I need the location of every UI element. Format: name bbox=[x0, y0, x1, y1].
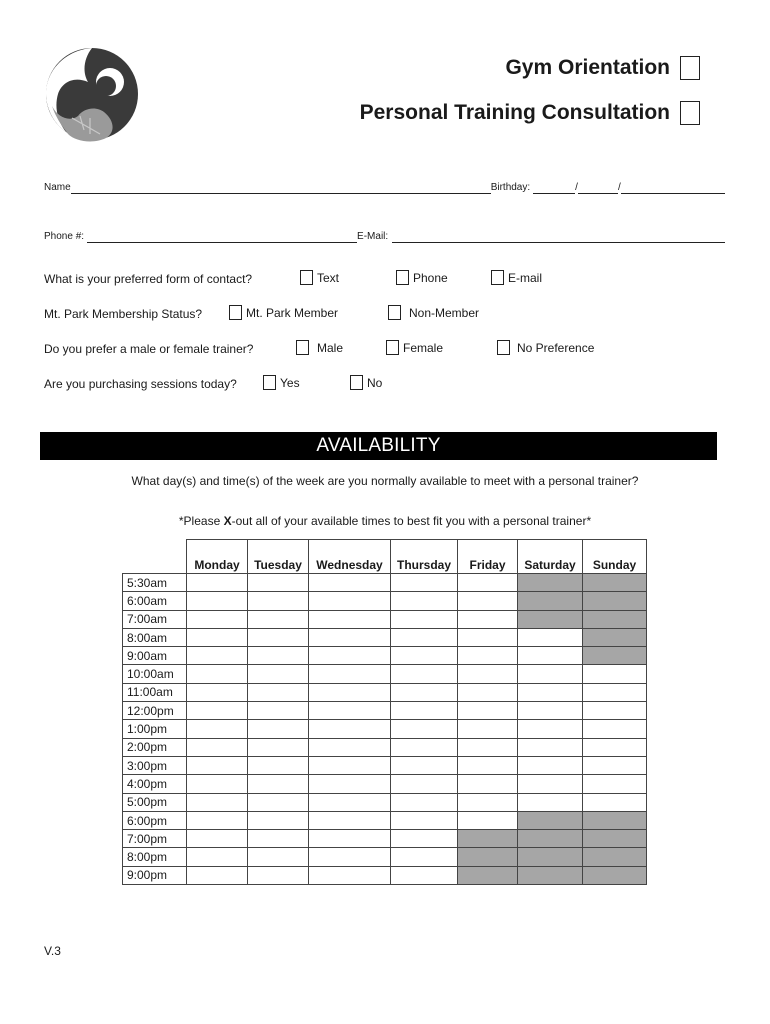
email-label: E-Mail: bbox=[357, 231, 389, 242]
availability-slot[interactable] bbox=[518, 738, 583, 756]
availability-slot[interactable] bbox=[391, 647, 458, 665]
availability-slot[interactable] bbox=[187, 592, 248, 610]
availability-slot[interactable] bbox=[187, 866, 248, 884]
time-label: 3:00pm bbox=[123, 756, 187, 774]
email-field[interactable] bbox=[392, 231, 725, 243]
availability-slot[interactable] bbox=[518, 793, 583, 811]
availability-slot[interactable] bbox=[391, 574, 458, 592]
availability-slot[interactable] bbox=[518, 702, 583, 720]
availability-slot[interactable] bbox=[309, 793, 391, 811]
availability-slot[interactable] bbox=[391, 610, 458, 628]
phone-label: Phone #: bbox=[44, 231, 85, 242]
day-header: Sunday bbox=[583, 540, 647, 574]
female-option[interactable] bbox=[386, 340, 443, 355]
logo bbox=[44, 46, 140, 144]
availability-instruction bbox=[0, 514, 770, 528]
unavailable-slot bbox=[583, 610, 647, 628]
unavailable-slot bbox=[583, 647, 647, 665]
availability-slot[interactable] bbox=[309, 848, 391, 866]
availability-slot[interactable] bbox=[309, 610, 391, 628]
availability-slot[interactable] bbox=[248, 628, 309, 646]
instruction-text: *Please bbox=[178, 514, 224, 528]
availability-slot[interactable] bbox=[187, 793, 248, 811]
member-option[interactable] bbox=[229, 305, 338, 320]
instruction-text: -out all of your available times to best fit you with a personal trainer* bbox=[231, 514, 592, 528]
availability-slot[interactable] bbox=[518, 647, 583, 665]
availability-slot[interactable] bbox=[583, 665, 647, 683]
personal-training-checkbox[interactable] bbox=[680, 101, 700, 125]
checkbox[interactable] bbox=[396, 270, 409, 285]
availability-slot[interactable] bbox=[391, 848, 458, 866]
name-field[interactable] bbox=[71, 182, 491, 194]
availability-slot[interactable] bbox=[458, 702, 518, 720]
time-row bbox=[123, 628, 647, 646]
day-header: Thursday bbox=[391, 540, 458, 574]
birthday-day-field[interactable] bbox=[578, 182, 618, 194]
question-text: Are you purchasing sessions today? bbox=[44, 377, 237, 391]
availability-question: What day(s) and time(s) of the week are you normally available to meet with a personal trainer? bbox=[131, 474, 639, 488]
non-member-option[interactable] bbox=[388, 305, 479, 320]
schedule-header-row bbox=[123, 540, 647, 574]
availability-slot[interactable] bbox=[309, 738, 391, 756]
time-row bbox=[123, 775, 647, 793]
option-label: Mt. Park Member bbox=[246, 305, 339, 320]
checkbox[interactable] bbox=[300, 270, 313, 285]
availability-slot[interactable] bbox=[309, 647, 391, 665]
unavailable-slot bbox=[458, 866, 518, 884]
option-label: Phone bbox=[413, 270, 448, 285]
time-label: 12:00pm bbox=[123, 702, 187, 720]
unavailable-slot bbox=[518, 866, 583, 884]
availability-heading: AVAILABILITY bbox=[40, 432, 717, 460]
time-label: 5:30am bbox=[123, 574, 187, 592]
availability-slot[interactable] bbox=[309, 628, 391, 646]
time-label: 10:00am bbox=[123, 665, 187, 683]
checkbox[interactable] bbox=[388, 305, 401, 320]
day-header: Saturday bbox=[518, 540, 583, 574]
availability-slot[interactable] bbox=[187, 756, 248, 774]
availability-slot[interactable] bbox=[309, 775, 391, 793]
availability-slot[interactable] bbox=[309, 756, 391, 774]
time-label: 8:00am bbox=[123, 628, 187, 646]
availability-slot[interactable] bbox=[309, 720, 391, 738]
question-text: Mt. Park Membership Status? bbox=[44, 307, 203, 321]
availability-slot[interactable] bbox=[518, 683, 583, 701]
unavailable-slot bbox=[583, 574, 647, 592]
time-row bbox=[123, 830, 647, 848]
no-option[interactable] bbox=[350, 375, 382, 390]
availability-slot[interactable] bbox=[248, 683, 309, 701]
availability-slot[interactable] bbox=[458, 592, 518, 610]
checkbox[interactable] bbox=[350, 375, 363, 390]
availability-slot[interactable] bbox=[583, 793, 647, 811]
availability-slot[interactable] bbox=[391, 830, 458, 848]
availability-slot[interactable] bbox=[309, 574, 391, 592]
availability-slot[interactable] bbox=[248, 848, 309, 866]
availability-slot[interactable] bbox=[391, 628, 458, 646]
option-label: E-mail bbox=[508, 270, 543, 285]
time-row bbox=[123, 683, 647, 701]
checkbox[interactable] bbox=[497, 340, 510, 355]
availability-slot[interactable] bbox=[583, 720, 647, 738]
birthday-month-field[interactable] bbox=[533, 182, 575, 194]
time-label: 11:00am bbox=[123, 683, 187, 701]
gym-orientation-checkbox[interactable] bbox=[680, 56, 700, 80]
time-label: 9:00pm bbox=[123, 866, 187, 884]
time-row bbox=[123, 720, 647, 738]
personal-training-option[interactable] bbox=[360, 101, 700, 125]
availability-slot[interactable] bbox=[187, 848, 248, 866]
question-text: Do you prefer a male or female trainer? bbox=[44, 342, 254, 356]
availability-slot[interactable] bbox=[458, 610, 518, 628]
availability-schedule-table bbox=[122, 539, 647, 885]
contact-email-option[interactable] bbox=[491, 270, 542, 285]
availability-slot[interactable] bbox=[187, 647, 248, 665]
availability-slot[interactable] bbox=[391, 756, 458, 774]
time-row bbox=[123, 702, 647, 720]
availability-slot[interactable] bbox=[187, 738, 248, 756]
birthday-sep: / bbox=[575, 182, 578, 193]
corner-cell bbox=[123, 540, 187, 574]
unavailable-slot bbox=[458, 830, 518, 848]
unavailable-slot bbox=[518, 574, 583, 592]
instruction-emphasis: X bbox=[223, 514, 232, 528]
time-label: 2:00pm bbox=[123, 738, 187, 756]
availability-slot[interactable] bbox=[248, 811, 309, 829]
availability-slot[interactable] bbox=[583, 738, 647, 756]
time-label: 9:00am bbox=[123, 647, 187, 665]
phone-field[interactable] bbox=[87, 231, 357, 243]
availability-slot[interactable] bbox=[518, 628, 583, 646]
time-row bbox=[123, 866, 647, 884]
time-label: 6:00pm bbox=[123, 811, 187, 829]
time-label: 8:00pm bbox=[123, 848, 187, 866]
unavailable-slot bbox=[583, 848, 647, 866]
availability-slot[interactable] bbox=[187, 702, 248, 720]
day-header: Friday bbox=[458, 540, 518, 574]
time-row bbox=[123, 756, 647, 774]
availability-slot[interactable] bbox=[248, 775, 309, 793]
availability-slot[interactable] bbox=[309, 830, 391, 848]
birthday-sep: / bbox=[617, 182, 621, 193]
time-label: 5:00pm bbox=[123, 793, 187, 811]
time-row bbox=[123, 610, 647, 628]
option-label: Female bbox=[403, 340, 444, 355]
availability-slot[interactable] bbox=[391, 738, 458, 756]
availability-slot[interactable] bbox=[248, 830, 309, 848]
availability-slot[interactable] bbox=[391, 775, 458, 793]
unavailable-slot bbox=[583, 628, 647, 646]
availability-slot[interactable] bbox=[458, 720, 518, 738]
availability-slot[interactable] bbox=[458, 738, 518, 756]
availability-slot[interactable] bbox=[458, 665, 518, 683]
availability-slot[interactable] bbox=[458, 683, 518, 701]
unavailable-slot bbox=[518, 830, 583, 848]
availability-slot[interactable] bbox=[248, 866, 309, 884]
availability-slot[interactable] bbox=[391, 866, 458, 884]
availability-slot[interactable] bbox=[583, 775, 647, 793]
birthday-label: Birthday: bbox=[490, 182, 531, 193]
availability-slot[interactable] bbox=[518, 665, 583, 683]
availability-slot[interactable] bbox=[391, 683, 458, 701]
availability-slot[interactable] bbox=[518, 756, 583, 774]
time-label: 6:00am bbox=[123, 592, 187, 610]
availability-slot[interactable] bbox=[248, 720, 309, 738]
question-text: What is your preferred form of contact? bbox=[44, 272, 253, 286]
availability-slot[interactable] bbox=[187, 610, 248, 628]
yes-option[interactable] bbox=[263, 375, 300, 390]
unavailable-slot bbox=[518, 848, 583, 866]
availability-slot[interactable] bbox=[187, 665, 248, 683]
availability-slot[interactable] bbox=[458, 793, 518, 811]
availability-slot[interactable] bbox=[458, 756, 518, 774]
availability-slot[interactable] bbox=[583, 683, 647, 701]
checkbox[interactable] bbox=[296, 340, 309, 355]
availability-slot[interactable] bbox=[583, 702, 647, 720]
unavailable-slot bbox=[458, 848, 518, 866]
availability-slot[interactable] bbox=[309, 866, 391, 884]
checkbox[interactable] bbox=[229, 305, 242, 320]
availability-slot[interactable] bbox=[248, 610, 309, 628]
availability-slot[interactable] bbox=[391, 702, 458, 720]
day-header: Tuesday bbox=[248, 540, 309, 574]
time-row bbox=[123, 574, 647, 592]
availability-slot[interactable] bbox=[248, 738, 309, 756]
time-row bbox=[123, 647, 647, 665]
availability-slot[interactable] bbox=[187, 683, 248, 701]
unavailable-slot bbox=[583, 811, 647, 829]
availability-slot[interactable] bbox=[458, 775, 518, 793]
option-label: Yes bbox=[280, 375, 300, 390]
availability-slot[interactable] bbox=[187, 720, 248, 738]
availability-slot[interactable] bbox=[309, 683, 391, 701]
option-label: Non-Member bbox=[409, 305, 480, 320]
availability-slot[interactable] bbox=[391, 665, 458, 683]
male-option[interactable] bbox=[296, 340, 343, 355]
form-version: V.3 bbox=[44, 944, 61, 958]
name-label: Name bbox=[44, 182, 71, 193]
availability-slot[interactable] bbox=[458, 628, 518, 646]
availability-slot[interactable] bbox=[391, 793, 458, 811]
availability-slot[interactable] bbox=[518, 720, 583, 738]
availability-slot[interactable] bbox=[583, 756, 647, 774]
availability-slot[interactable] bbox=[391, 811, 458, 829]
availability-slot[interactable] bbox=[187, 811, 248, 829]
availability-slot[interactable] bbox=[391, 592, 458, 610]
time-row bbox=[123, 811, 647, 829]
option-label: No Preference bbox=[517, 340, 595, 355]
option-label: Text bbox=[317, 270, 340, 285]
availability-slot[interactable] bbox=[248, 574, 309, 592]
time-row bbox=[123, 848, 647, 866]
personal-training-label: Personal Training Consultation bbox=[359, 101, 670, 124]
availability-slot[interactable] bbox=[458, 811, 518, 829]
availability-slot[interactable] bbox=[187, 574, 248, 592]
availability-slot[interactable] bbox=[248, 592, 309, 610]
availability-slot[interactable] bbox=[248, 702, 309, 720]
availability-slot[interactable] bbox=[248, 647, 309, 665]
availability-slot[interactable] bbox=[187, 830, 248, 848]
time-row bbox=[123, 738, 647, 756]
unavailable-slot bbox=[518, 811, 583, 829]
availability-slot[interactable] bbox=[248, 665, 309, 683]
gym-orientation-option[interactable] bbox=[505, 56, 700, 80]
availability-slot[interactable] bbox=[458, 647, 518, 665]
availability-slot[interactable] bbox=[309, 702, 391, 720]
time-label: 7:00am bbox=[123, 610, 187, 628]
no-preference-option[interactable] bbox=[497, 340, 594, 355]
checkbox[interactable] bbox=[386, 340, 399, 355]
unavailable-slot bbox=[518, 592, 583, 610]
unavailable-slot bbox=[583, 592, 647, 610]
contact-text-option[interactable] bbox=[300, 270, 339, 285]
unavailable-slot bbox=[583, 866, 647, 884]
time-label: 4:00pm bbox=[123, 775, 187, 793]
availability-slot[interactable] bbox=[309, 811, 391, 829]
day-header: Monday bbox=[187, 540, 248, 574]
availability-slot[interactable] bbox=[248, 756, 309, 774]
birthday-year-field[interactable] bbox=[621, 182, 725, 194]
time-row bbox=[123, 665, 647, 683]
phone-email-row bbox=[44, 227, 725, 243]
time-row bbox=[123, 592, 647, 610]
gym-orientation-label: Gym Orientation bbox=[505, 56, 670, 79]
availability-slot[interactable] bbox=[187, 775, 248, 793]
time-label: 7:00pm bbox=[123, 830, 187, 848]
time-row bbox=[123, 793, 647, 811]
availability-slot[interactable] bbox=[309, 592, 391, 610]
time-label: 1:00pm bbox=[123, 720, 187, 738]
name-birthday-row bbox=[44, 178, 725, 194]
unavailable-slot bbox=[583, 830, 647, 848]
checkbox[interactable] bbox=[491, 270, 504, 285]
unavailable-slot bbox=[518, 610, 583, 628]
availability-slot[interactable] bbox=[391, 720, 458, 738]
checkbox[interactable] bbox=[263, 375, 276, 390]
day-header: Wednesday bbox=[309, 540, 391, 574]
availability-slot[interactable] bbox=[518, 775, 583, 793]
availability-slot[interactable] bbox=[187, 628, 248, 646]
option-label: Male bbox=[317, 340, 344, 355]
option-label: No bbox=[367, 375, 383, 390]
availability-slot[interactable] bbox=[458, 574, 518, 592]
contact-phone-option[interactable] bbox=[396, 270, 448, 285]
availability-slot[interactable] bbox=[309, 665, 391, 683]
availability-slot[interactable] bbox=[248, 793, 309, 811]
